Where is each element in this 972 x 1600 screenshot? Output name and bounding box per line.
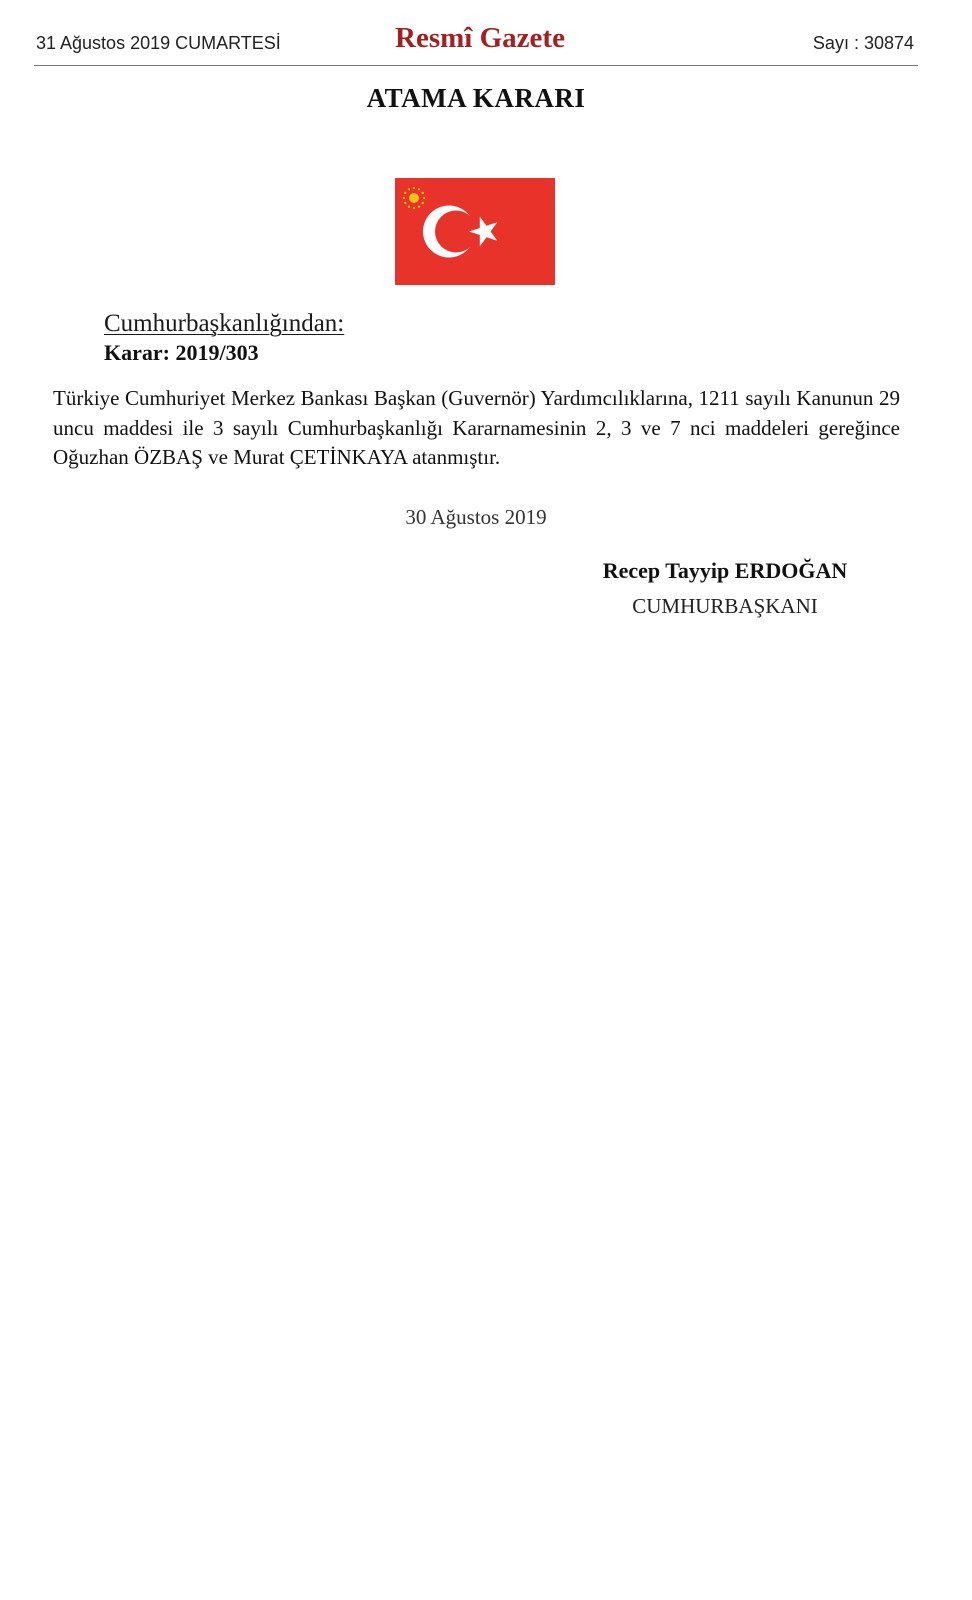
- signer-name: Recep Tayyip ERDOĞAN: [602, 558, 848, 583]
- turkish-flag-icon: [395, 178, 555, 285]
- header-date: 31 Ağustos 2019 CUMARTESİ: [36, 33, 281, 53]
- issue-number: Sayı : 30874: [812, 33, 914, 53]
- decision-number: Karar: 2019/303: [104, 340, 259, 365]
- decision-body: Türkiye Cumhuriyet Merkez Bankası Başkan (Guvernör) Yardımcılıklarına, 1211 sayılı Kanunun 29 uncu maddesi ile 3 sayılı Cumhurbaşkanlığı Kararnamesinin 2, 3 ve 7 nci maddeleri gereğince Oğuzhan ÖZBAŞ ve Murat ÇETİNKAYA atanmıştır.: [53, 386, 900, 469]
- authority-heading: Cumhurbaşkanlığından:: [104, 310, 345, 337]
- decision-date: 30 Ağustos 2019: [405, 505, 547, 529]
- signer-title: CUMHURBAŞKANI: [632, 594, 818, 618]
- decision-title: ATAMA KARARI: [366, 83, 586, 113]
- header-divider: [34, 65, 918, 66]
- gazette-title: Resmî Gazete: [395, 22, 565, 54]
